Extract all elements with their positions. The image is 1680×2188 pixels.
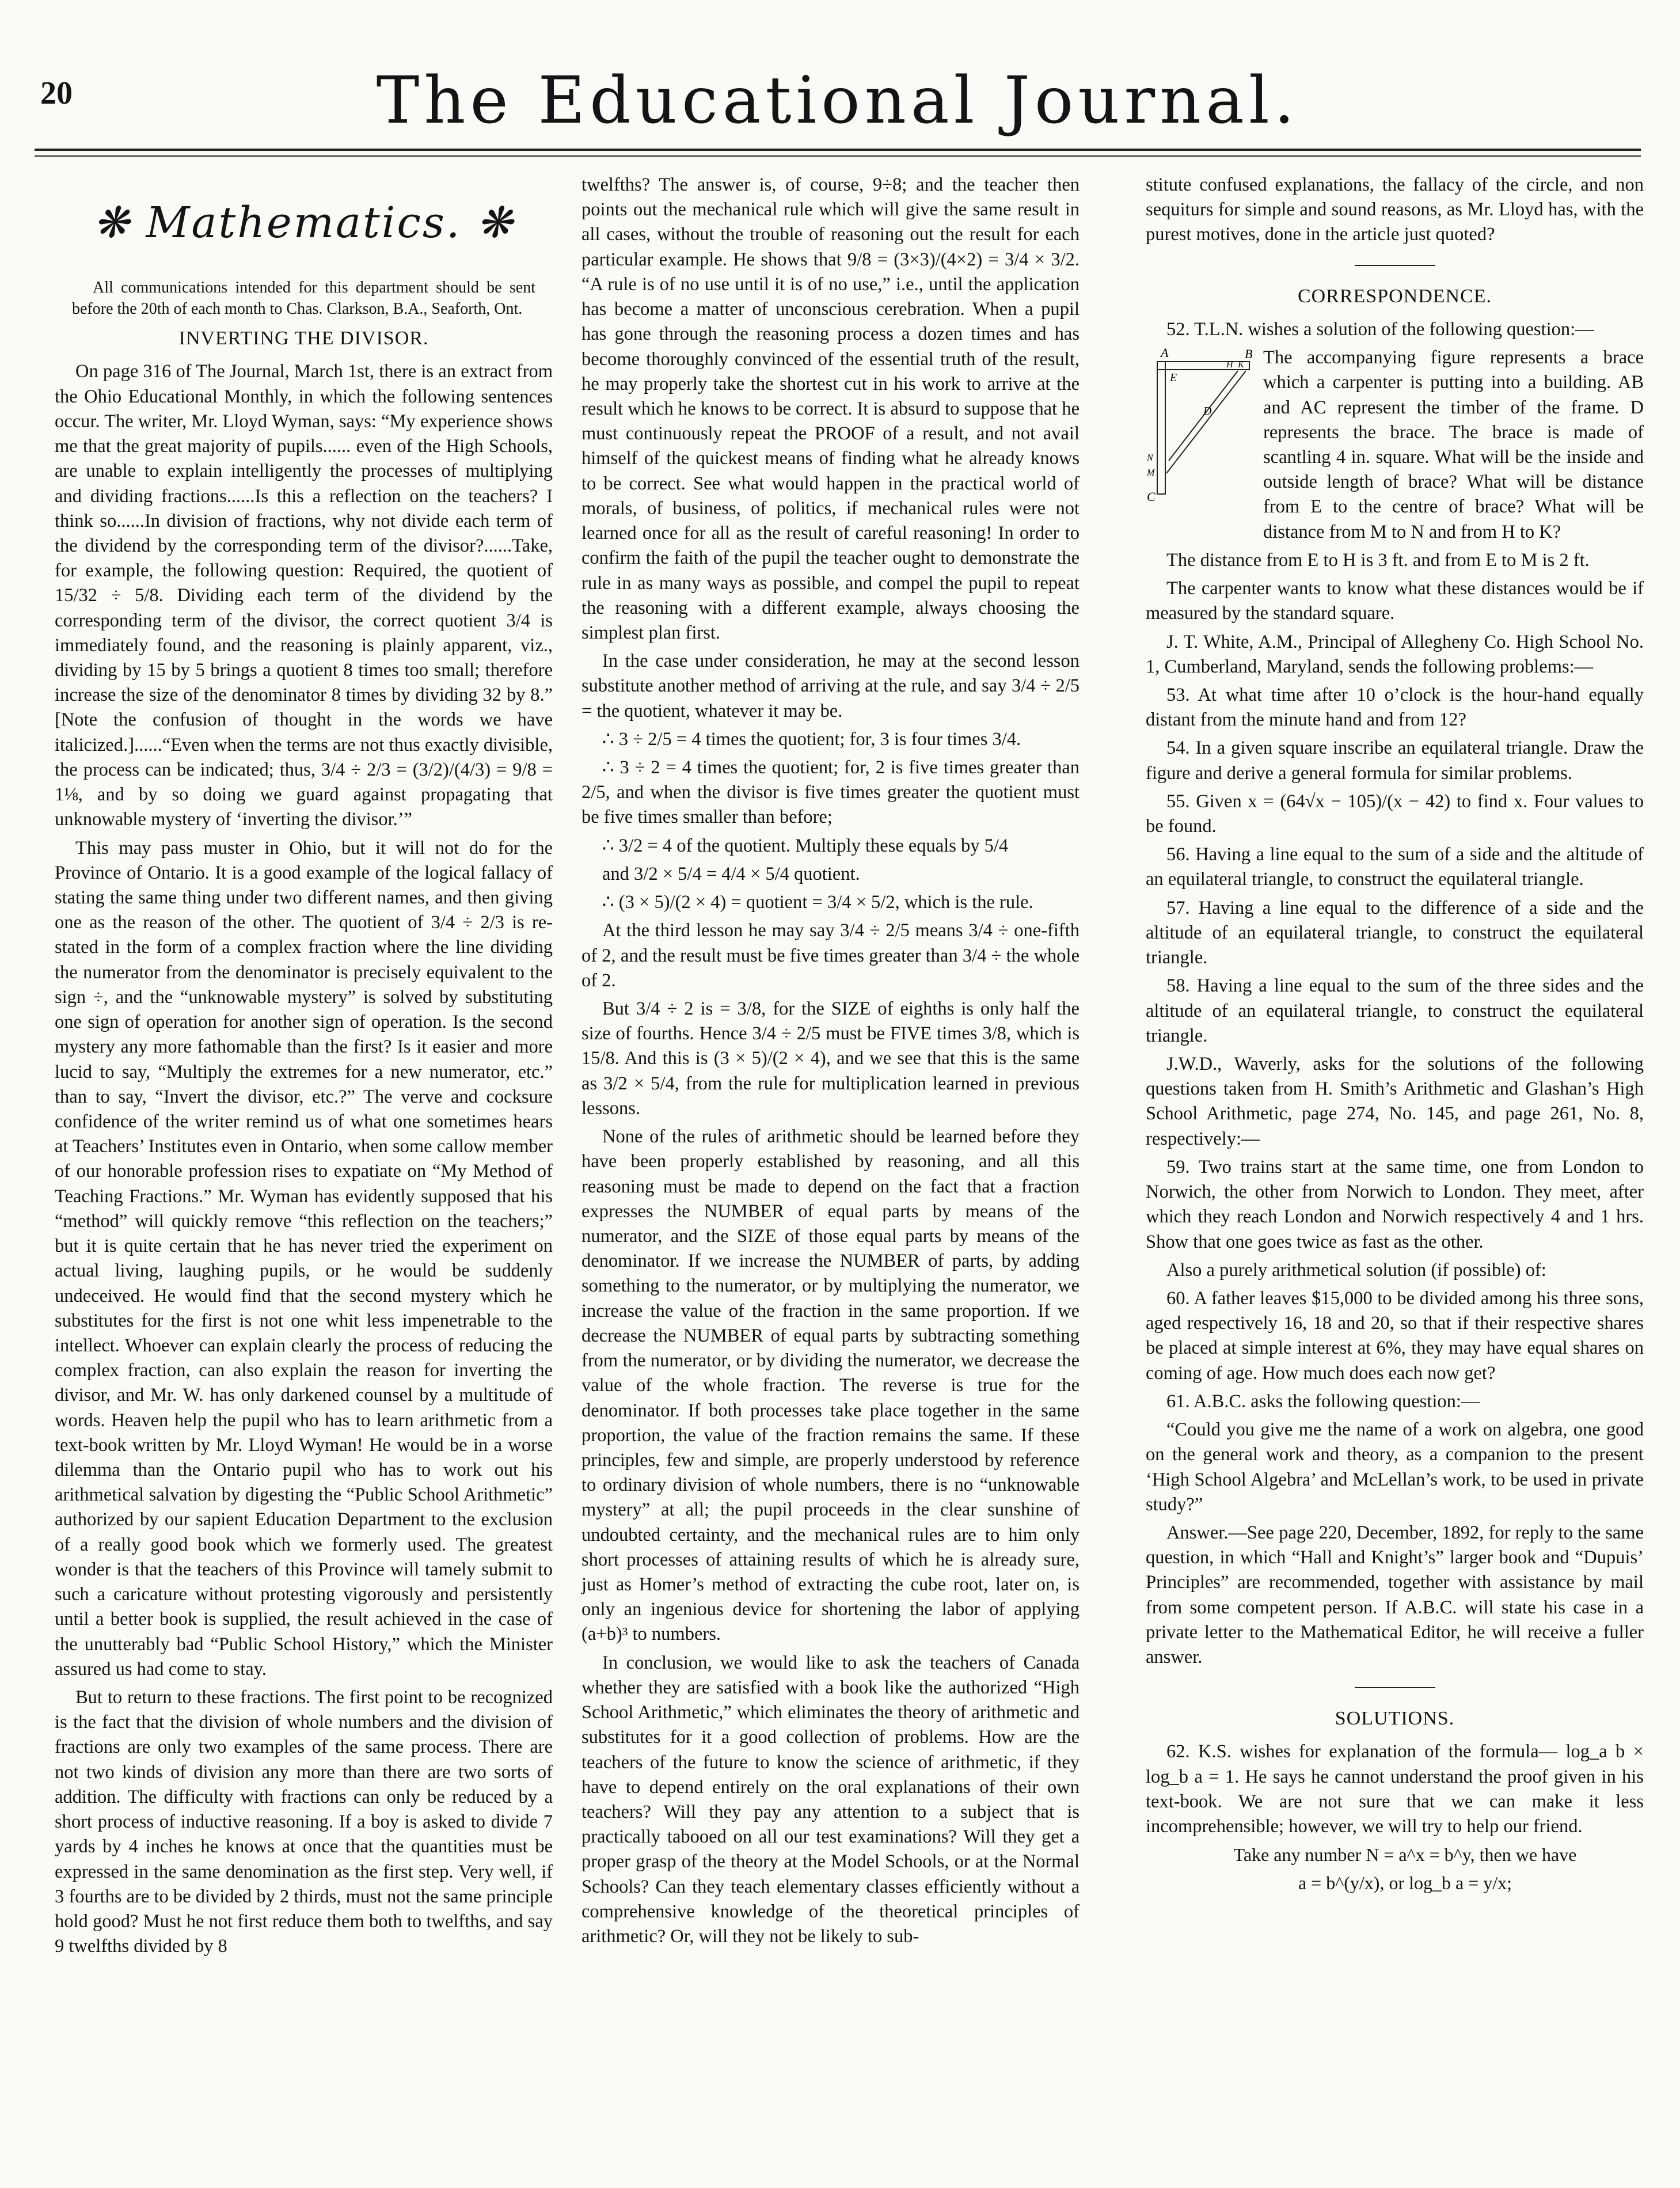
figure-label-d: D xyxy=(1203,405,1212,418)
contributor-intro: J.W.D., Waverly, asks for the solutions of the following questions taken from H. Smith’s Arithmetic and Glashan’s High School Arithmetic, page 274, No. 145, and page 261, No. 8, respectively:— xyxy=(1146,1054,1644,1149)
question-59: 59. Two trains start at the same time, one from London to Norwich, the other from Norwich to London. They meet, after which they reach London and Norwich respectively 4 and 1 hrs. Show that one goes twice as fast as the other. xyxy=(1146,1156,1644,1252)
paragraph: stitute confused explanations, the fallacy of the circle, and non sequiturs for simple and sound reasons, as Mr. Lloyd has, with the purest motives, done in the article just quoted? xyxy=(1146,174,1644,245)
equation-line: ∴ (3 × 5)/(2 × 4) = quotient = 3/4 × 5/2, which is the rule. xyxy=(602,892,1033,913)
question-59-followup: Also a purely arithmetical solution (if possible) of: xyxy=(1166,1259,1546,1281)
question-52-figure-block xyxy=(1146,345,1644,545)
question-53: 53. At what time after 10 o’clock is the hour-hand equally distant from the minute hand and from 12? xyxy=(1146,684,1644,731)
question-57: 57. Having a line equal to the difference of a side and the altitude of an equilateral triangle, to construct the equilateral triangle. xyxy=(1146,897,1644,968)
paragraph: This may pass muster in Ohio, but it will not do for the Province of Ontario. It is a good example of the logical fallacy of stating the same thing under two different names, and then giving one as the reason of the other. The quotient of 3/4 ÷ 2/3 is re-stated in the form of a complex fraction where the line dividing the numerator from the denominator is precisely equivalent to the sign ÷, and the “unknowable mystery” is solved by substituting one sign of operation for another sign of operation. Is the second mystery any more fathomable than the first? Is it easier and more lucid to say, “Multiply the extremes for a new numerator, etc.” than to say, “Invert the divisor, etc.?” The verve and cocksure confidence of the writer remind us of what one sometimes hears at Teachers’ Institutes even in Ontario, when some callow member of our honorable profession rises to expatiate on “My Method of Teaching Fractions.” Mr. Wyman has evidently supposed that his “method” will quickly remove “this reflection on the teachers;” but it is quite certain that he has never tried the experiment on actual living, laughing pupils, or he would be suddenly undeceived. He would find that the second mystery which he substitutes for the first is not one whit less impenetrable to the intellect. Whoever can explain clearly the process of reducing the complex fraction, can also explain the reason for inverting the divisor, and Mr. W. has only darkened counsel by a multitude of words. Heaven help the pupil who has to learn arithmetic from a text-book written by Mr. Lloyd Wyman! He would be in a worse dilemma than the Ontario pupil who has to work out his arithmetical salvation by digesting the “Public School Arithmetic” authorized by our sapient Education Department to the exclusion of a really good book which we formerly used. The greatest wonder is that the teachers of this Province will tamely submit to such a caricature without protesting vigorously and persistently until a better book is supplied, the result achieved in the case of the unutterably bad “Public School History,” which the Minister assured us had come to stay. xyxy=(55,837,553,1680)
article-title: INVERTING THE DIVISOR. xyxy=(178,328,429,350)
section-divider xyxy=(1355,265,1435,266)
section-divider xyxy=(1355,1687,1435,1688)
figure-label-e: E xyxy=(1170,371,1177,385)
paragraph: But 3/4 ÷ 2 is = 3/8, for the SIZE of eighths is only half the size of fourths. Hence 3/4 ÷ 2/5 must be FIVE times 3/8, which is 15/8. And this is (3 × 5)/(2 × 4), and we see that this is the same as 3/2 × 5/4, from the rule for multiplication learned in previous lessons. xyxy=(581,998,1080,1119)
question-60: 60. A father leaves $15,000 to be divided among his three sons, aged respectively 16, 18 and 20, so that if their respective shares be placed at simple interest at 6%, they may have equal shares on coming of age. How much does each now get? xyxy=(1146,1287,1644,1384)
paragraph: At the third lesson he may say 3/4 ÷ 2/5 means 3/4 ÷ one-fifth of 2, and the result must be five times greater than 3/4 ÷ the whole of 2. xyxy=(581,920,1080,991)
question-55: 55. Given x = (64√x − 105)/(x − 42) to find x. Four values to be found. xyxy=(1146,791,1644,837)
question-52-text: The accompanying figure represents a brace which a carpenter is putting into a building. AB and AC represent the timber of the frame. D represents the brace. The brace is made of scantling 4 in. square. What will be the inside and outside length of brace? What will be distance from E to the centre of brace? What will be distance from M to N and from H to K? xyxy=(1263,347,1644,542)
page-header xyxy=(35,63,1641,138)
question-52: 52. T.L.N. wishes a solution of the following question:— xyxy=(1166,318,1594,340)
answer-61: Answer.—See page 220, December, 1892, for reply to the same question, in which “Hall and Knight’s” larger book and “Dupuis’ Principles” are recommended, together with assistance by mail from some competent person. If A.B.C. will state his case in a private letter to the Mathematical Editor, he will receive a fuller answer. xyxy=(1146,1522,1644,1668)
paragraph: In conclusion, we would like to ask the teachers of Canada whether they are satisfied with a book like the authorized “High School Arithmetic,” which eliminates the theory of arithmetic and substitutes for it a good collection of problems. How are the teachers of the future to know the science of arithmetic, if they have to depend entirely on the oral explanations of their own teachers? Will they pay any attention to a subject that is practically tabooed on all our test examinations? Will they get a proper grasp of the theory at the Model Schools, or at the Normal Schools? Can they teach elementary classes efficiently without a comprehensive knowledge of the theoretical principles of arithmetic? Or, will they not be likely to sub- xyxy=(581,1652,1080,1947)
question-61-quote: “Could you give me the name of a work on algebra, one good on the general work and theory, as a companion to the present ‘High School Algebra’ and McLellan’s work, to be used in private study?” xyxy=(1146,1419,1644,1515)
figure-label-m: M xyxy=(1147,468,1155,478)
paragraph: None of the rules of arithmetic should be learned before they have been properly established by reasoning, and all this reasoning must be made to depend on the fact that a fraction expresses the NUMBER of equal parts by means of the numerator, and the SIZE of those equal parts by means of the denominator. If we increase the NUMBER of parts, by adding something to the numerator, or by multiplying the numerator, we increase the value of the fraction in the same proportion. If we decrease the NUMBER of equal parts by subtracting something from the numerator, or by dividing the numerator, we decrease the value of the whole fraction. The reverse is true for the denominator. If both processes take place together in the same proportion, the value of the fraction remains the same. If these principles, few and simple, are properly understood by reference to ordinary division of whole numbers, there is no “unknowable mystery” at all; the pupil proceeds in the clear sunshine of undoubted certainty, and the mechanical rules are to him only short processes of attaining results of which he is already sure, just as Homer’s method of extracting the cube root, later on, is only an ingenious device for shortening the labor of applying (a+b)³ to numbers. xyxy=(581,1126,1080,1645)
figure-label-h: H xyxy=(1226,360,1233,370)
masthead: The Educational Journal. xyxy=(376,63,1299,138)
brace-diagram xyxy=(1146,345,1255,510)
equation-line: and 3/2 × 5/4 = 4/4 × 5/4 quotient. xyxy=(602,863,860,884)
question-52-detail: The carpenter wants to know what these distances would be if measured by the standard square. xyxy=(1146,578,1644,624)
figure-label-n: N xyxy=(1147,453,1153,464)
department-title: ❋ Mathematics. ❋ xyxy=(93,198,514,248)
question-58: 58. Having a line equal to the sum of the three sides and the altitude of an equilateral triangle, to construct the equilateral triangle. xyxy=(1146,975,1644,1046)
question-54: 54. In a given square inscribe an equilateral triangle. Draw the figure and derive a general formula for similar problems. xyxy=(1146,738,1644,784)
paragraph: But to return to these fractions. The first point to be recognized is the fact that the division of whole numbers and the division of fractions are only two examples of the same process. There are not two kinds of division any more than there are two sorts of addition. The difficulty with fractions can only be reduced by a short process of inductive reasoning. If a boy is asked to divide 7 yards by 4 inches he knows at once that the quantities must be expressed in the same denomination as the first step. Very well, if 3 fourths are to be divided by 2 thirds, must not the same principle hold good? Must he not first reduce them both to twelfths, and say 9 twelfths divided by 8 xyxy=(55,1687,553,1957)
question-61: 61. A.B.C. asks the following question:— xyxy=(1166,1391,1480,1412)
solution-62: 62. K.S. wishes for explanation of the formula— log_a b × log_b a = 1. He says he cannot understand the proof given in his text-book. We are not sure that we can make it less incomprehensible; however, we will try to help our friend. xyxy=(1146,1741,1644,1837)
paragraph: On page 316 of The Journal, March 1st, there is an extract from the Ohio Educational Monthly, in which the following sentences occur. The writer, Mr. Lloyd Wyman, says: “My experience shows me that the great majority of pupils...... even of the High Schools, are unable to explain intelligently the processes of multiplying and dividing fractions......Is this a reflection on the teachers? I think so......In division of fractions, why not divide each term of the dividend by the corresponding term of the divisor?......Take, for example, the following question: Required, the quotient of 15/32 ÷ 5/8. Dividing each term of the dividend by the corresponding term of the divisor, the correct quotient 3/4 is immediately found, and the reasoning is plainly apparent, viz., dividing by 15 by 5 brings a quotient 8 times too small; therefore increase the size of the denominator 8 times by dividing 32 by 8.” [Note the confusion of thought in the words we have italicized.]......“Even when the terms are not thus exactly divisible, the process can be indicated; thus, 3/4 ÷ 2/3 = (3/2)/(4/3) = 9/8 = 1⅛, and by so doing we guard against propagating that unknowable mystery of ‘inverting the divisor.’” xyxy=(55,361,553,830)
paragraph: In the case under consideration, he may at the second lesson substitute another method of arriving at the rule, and say 3/4 ÷ 2/5 = the quotient, whatever it may be. xyxy=(581,651,1080,721)
solution-62-formula: a = b^(y/x), or log_b a = y/x; xyxy=(1298,1872,1512,1893)
question-52-detail: The distance from E to H is 3 ft. and from E to M is 2 ft. xyxy=(1166,549,1590,571)
header-rule xyxy=(35,149,1641,151)
equation-line: ∴ 3 ÷ 2 = 4 times the quotient; for, 2 is five times greater than 2/5, and when the divisor is five times greater the quotient must be five times smaller than before; xyxy=(581,757,1080,828)
section-title-solutions: SOLUTIONS. xyxy=(1335,1708,1455,1730)
question-56: 56. Having a line equal to the sum of a side and the altitude of an equilateral triangle, to construct the equilateral triangle. xyxy=(1146,844,1644,890)
figure-label-c: C xyxy=(1147,489,1156,504)
solution-62-formula: Take any number N = a^x = b^y, then we have xyxy=(1233,1844,1577,1866)
equation-line: ∴ 3 ÷ 2/5 = 4 times the quotient; for, 3 is four times 3/4. xyxy=(602,728,1021,750)
figure-label-k: K xyxy=(1238,360,1244,370)
department-note: All communications intended for this department should be sent before the 20th of each month to Chas. Clarkson, B.A., Seaforth, Ont. xyxy=(72,279,535,318)
page-number: 20 xyxy=(40,75,73,111)
figure-label-b: B xyxy=(1245,347,1253,362)
header-rule-thin xyxy=(35,155,1641,157)
equation-line: ∴ 3/2 = 4 of the quotient. Multiply these equals by 5/4 xyxy=(602,835,1009,856)
section-title-correspondence: CORRESPONDENCE. xyxy=(1297,285,1492,307)
paragraph: twelfths? The answer is, of course, 9÷8; and the teacher then points out the mechanical rule which will give the same result in all cases, without the trouble of reasoning out the result for each particular example. He shows that 9/8 = (3×3)/(4×2) = 3/4 × 3/2. “A rule is of no use until it is of no use,” i.e., until the application has become a matter of unconscious cerebration. When a pupil has gone through the reasoning process a dozen times and has become thoroughly convinced of the essential truth of the result, he may properly take the shortest cut in his work to arrive at the result which he knows to be correct. It is absurd to suppose that he must continuously repeat the PROOF of a result, and not avail himself of the quickest means of finding what he already knows to be correct. See what would happen in the practical world of morals, of business, of politics, if mechanical rules were not learned once for all as the result of careful reasoning! In order to confirm the faith of the pupil the teacher ought to demonstrate the rule in as many ways as possible, and compel the pupil to repeat the reasoning with a different example, always choosing the simplest plan first. xyxy=(581,174,1080,643)
column-1 xyxy=(55,173,553,1962)
contributor-intro: J. T. White, A.M., Principal of Allegheny Co. High School No. 1, Cumberland, Maryland, sends the following problems:— xyxy=(1146,631,1644,677)
column-3 xyxy=(1146,173,1644,1898)
figure-label-a: A xyxy=(1161,345,1169,360)
column-2 xyxy=(581,173,1080,1953)
